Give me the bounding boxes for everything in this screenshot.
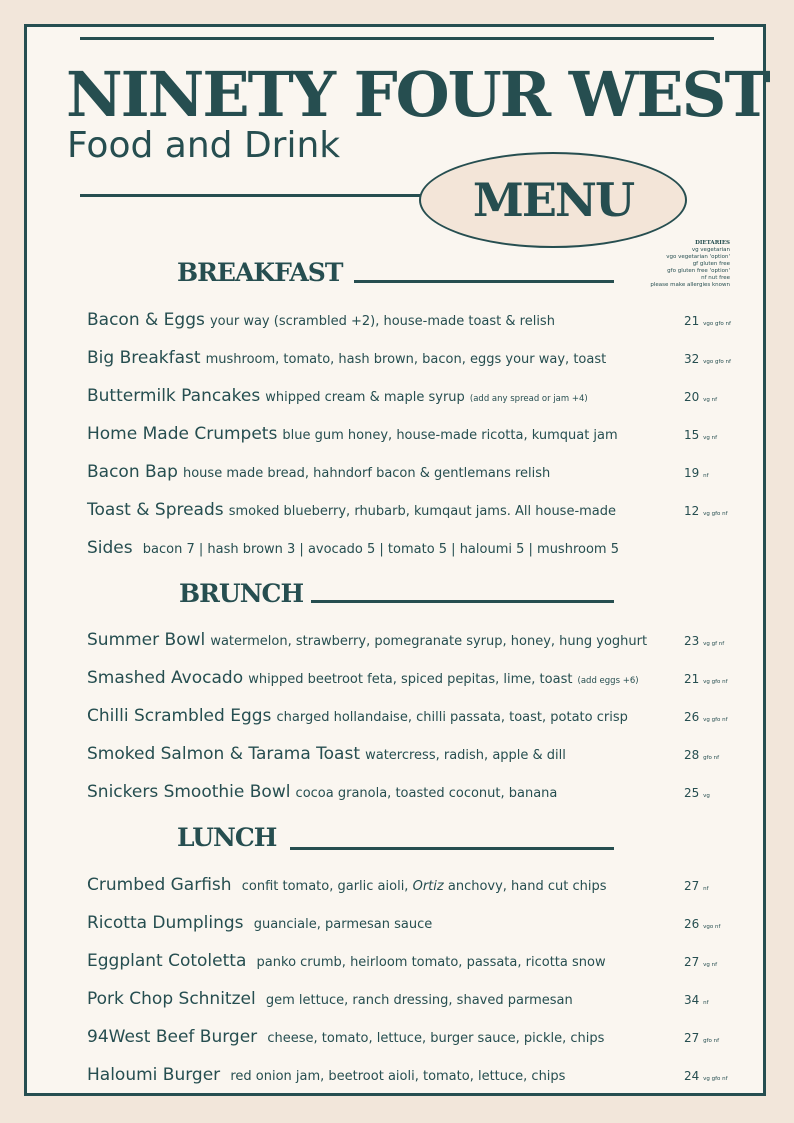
menu-item bbox=[87, 742, 647, 768]
menu-item bbox=[87, 1063, 647, 1089]
dietary-tags: vg gf nf bbox=[703, 641, 725, 647]
menu-item bbox=[87, 873, 647, 899]
dietary-tags: vg gfo nf bbox=[703, 511, 728, 517]
item-price bbox=[684, 309, 731, 336]
header-divider bbox=[80, 194, 422, 197]
dietary-tags: vgo gfo nf bbox=[703, 321, 731, 327]
item-name: Home Made Crumpets bbox=[87, 424, 278, 444]
dietaries-title: DIETARIES bbox=[695, 240, 730, 246]
price-value: 27 bbox=[684, 955, 700, 969]
section-title-breakfast: BREAKFAST bbox=[177, 258, 343, 287]
item-description: guanciale, parmesan sauce bbox=[253, 917, 433, 932]
item-price bbox=[684, 1026, 719, 1053]
dietary-tags: gfo nf bbox=[703, 755, 720, 761]
dietary-tags: vg nf bbox=[703, 397, 718, 403]
price-value: 27 bbox=[684, 1031, 700, 1045]
item-description: whipped beetroot feta, spiced pepitas, lime, toast bbox=[248, 672, 573, 687]
section-title-lunch: LUNCH bbox=[177, 823, 277, 852]
dietary-line: vgo vegetarian 'option' bbox=[666, 254, 730, 260]
price-value: 19 bbox=[684, 466, 700, 480]
item-description: watermelon, strawberry, pomegranate syrup, honey, hung yoghurt bbox=[210, 634, 648, 649]
dietary-tags: nf bbox=[703, 473, 709, 479]
menu-item bbox=[87, 498, 647, 524]
item-price bbox=[684, 1064, 728, 1091]
dietary-tags: nf bbox=[703, 1000, 709, 1006]
dietary-tags: gfo nf bbox=[703, 1038, 720, 1044]
price-value: 26 bbox=[684, 917, 700, 931]
menu-item bbox=[87, 987, 647, 1013]
section-title-brunch: BRUNCH bbox=[179, 579, 304, 608]
item-name: Big Breakfast bbox=[87, 348, 201, 368]
item-description: cheese, tomato, lettuce, burger sauce, pickle, chips bbox=[267, 1031, 605, 1046]
menu-item bbox=[87, 308, 647, 334]
item-name: Toast & Spreads bbox=[87, 500, 224, 520]
restaurant-subtitle: Food and Drink bbox=[67, 125, 341, 166]
price-value: 27 bbox=[684, 879, 700, 893]
item-price bbox=[684, 988, 709, 1015]
item-name: Smoked Salmon & Tarama Toast bbox=[87, 744, 360, 764]
menu-item-sides bbox=[87, 536, 647, 562]
item-price bbox=[684, 499, 728, 526]
menu-item bbox=[87, 422, 647, 448]
item-description: blue gum honey, house-made ricotta, kumquat jam bbox=[282, 428, 618, 443]
item-description: red onion jam, beetroot aioli, tomato, lettuce, chips bbox=[230, 1069, 566, 1084]
item-name: Haloumi Burger bbox=[87, 1065, 221, 1085]
dietary-tags: vgo nf bbox=[703, 924, 721, 930]
item-name: Crumbed Garfish bbox=[87, 875, 232, 895]
dietary-line: nf nut free bbox=[701, 275, 730, 281]
menu-item bbox=[87, 666, 647, 693]
dietary-line: please make allergies known bbox=[650, 282, 730, 288]
dietary-tags: vg gfo nf bbox=[703, 1076, 728, 1082]
item-price bbox=[684, 950, 717, 977]
dietary-tags: vg gfo nf bbox=[703, 717, 728, 723]
description-brand: Ortiz bbox=[412, 879, 444, 894]
description-text: confit tomato, garlic aioli, bbox=[241, 879, 409, 894]
item-name: Chilli Scrambled Eggs bbox=[87, 706, 272, 726]
item-name: Summer Bowl bbox=[87, 630, 206, 650]
item-name: Sides bbox=[87, 538, 133, 558]
item-name: 94West Beef Burger bbox=[87, 1027, 258, 1047]
top-divider bbox=[80, 37, 714, 40]
item-description: panko crumb, heirloom tomato, passata, ricotta snow bbox=[256, 955, 606, 970]
item-price bbox=[684, 667, 728, 694]
price-value: 26 bbox=[684, 710, 700, 724]
menu-item bbox=[87, 346, 647, 372]
item-price bbox=[684, 423, 717, 450]
item-price bbox=[684, 629, 724, 656]
item-price bbox=[684, 874, 709, 901]
item-price bbox=[684, 461, 709, 488]
price-value: 15 bbox=[684, 428, 700, 442]
item-name: Snickers Smoothie Bowl bbox=[87, 782, 291, 802]
item-description: watercress, radish, apple & dill bbox=[365, 748, 566, 763]
item-price bbox=[684, 385, 717, 412]
price-value: 32 bbox=[684, 352, 700, 366]
dietary-tags: vg gfo nf bbox=[703, 679, 728, 685]
menu-item bbox=[87, 628, 647, 654]
price-value: 34 bbox=[684, 993, 700, 1007]
price-value: 21 bbox=[684, 314, 700, 328]
price-value: 21 bbox=[684, 672, 700, 686]
item-name: Bacon & Eggs bbox=[87, 310, 205, 330]
dietary-line: gf gluten free bbox=[692, 261, 730, 267]
dietary-tags: vgo gfo nf bbox=[703, 359, 731, 365]
item-note: (add eggs +6) bbox=[577, 676, 639, 686]
item-price bbox=[684, 912, 720, 939]
menu-item bbox=[87, 384, 647, 411]
item-name: Pork Chop Schnitzel bbox=[87, 989, 256, 1009]
item-price bbox=[684, 705, 728, 732]
menu-item bbox=[87, 911, 647, 937]
price-value: 23 bbox=[684, 634, 700, 648]
section-divider bbox=[290, 847, 614, 850]
dietary-tags: vg bbox=[703, 793, 710, 799]
description-text: anchovy, hand cut chips bbox=[447, 879, 607, 894]
item-description: smoked blueberry, rhubarb, kumqaut jams. All house-made bbox=[228, 504, 617, 519]
dietary-tags: vg nf bbox=[703, 962, 718, 968]
item-price bbox=[684, 743, 719, 770]
item-description: bacon 7 | hash brown 3 | avocado 5 | tomato 5 | haloumi 5 | mushroom 5 bbox=[142, 542, 619, 557]
menu-badge bbox=[419, 152, 687, 248]
item-description: house made bread, hahndorf bacon & gentlemans relish bbox=[182, 466, 551, 481]
section-divider bbox=[354, 280, 614, 283]
item-note: (add any spread or jam +4) bbox=[469, 394, 588, 404]
price-value: 12 bbox=[684, 504, 700, 518]
item-name: Eggplant Cotoletta bbox=[87, 951, 247, 971]
menu-label: MENU bbox=[472, 173, 634, 227]
item-description: whipped cream & maple syrup bbox=[265, 390, 465, 405]
item-description bbox=[242, 879, 607, 894]
dietary-tags: vg nf bbox=[703, 435, 718, 441]
restaurant-name: NINETY FOUR WEST bbox=[66, 58, 769, 131]
menu-item bbox=[87, 780, 647, 806]
price-value: 25 bbox=[684, 786, 700, 800]
section-divider bbox=[311, 600, 614, 603]
item-name: Bacon Bap bbox=[87, 462, 178, 482]
dietary-line: gfo gluten free 'option' bbox=[667, 268, 730, 274]
item-description: gem lettuce, ranch dressing, shaved parmesan bbox=[265, 993, 573, 1008]
item-description: your way (scrambled +2), house-made toast & relish bbox=[209, 314, 555, 329]
item-description: mushroom, tomato, hash brown, bacon, eggs your way, toast bbox=[205, 352, 607, 367]
item-description: cocoa granola, toasted coconut, banana bbox=[295, 786, 558, 801]
dietary-line: vg vegetarian bbox=[691, 247, 730, 253]
dietaries-legend bbox=[650, 240, 730, 289]
item-name: Ricotta Dumplings bbox=[87, 913, 244, 933]
item-price bbox=[684, 347, 731, 374]
menu-item bbox=[87, 704, 647, 730]
menu-item bbox=[87, 1025, 647, 1051]
menu-item bbox=[87, 949, 647, 975]
menu-item bbox=[87, 460, 647, 486]
item-price bbox=[684, 781, 710, 808]
item-description: charged hollandaise, chilli passata, toast, potato crisp bbox=[276, 710, 628, 725]
item-name: Buttermilk Pancakes bbox=[87, 386, 261, 406]
price-value: 28 bbox=[684, 748, 700, 762]
price-value: 20 bbox=[684, 390, 700, 404]
item-name: Smashed Avocado bbox=[87, 668, 244, 688]
price-value: 24 bbox=[684, 1069, 700, 1083]
dietary-tags: nf bbox=[703, 886, 709, 892]
